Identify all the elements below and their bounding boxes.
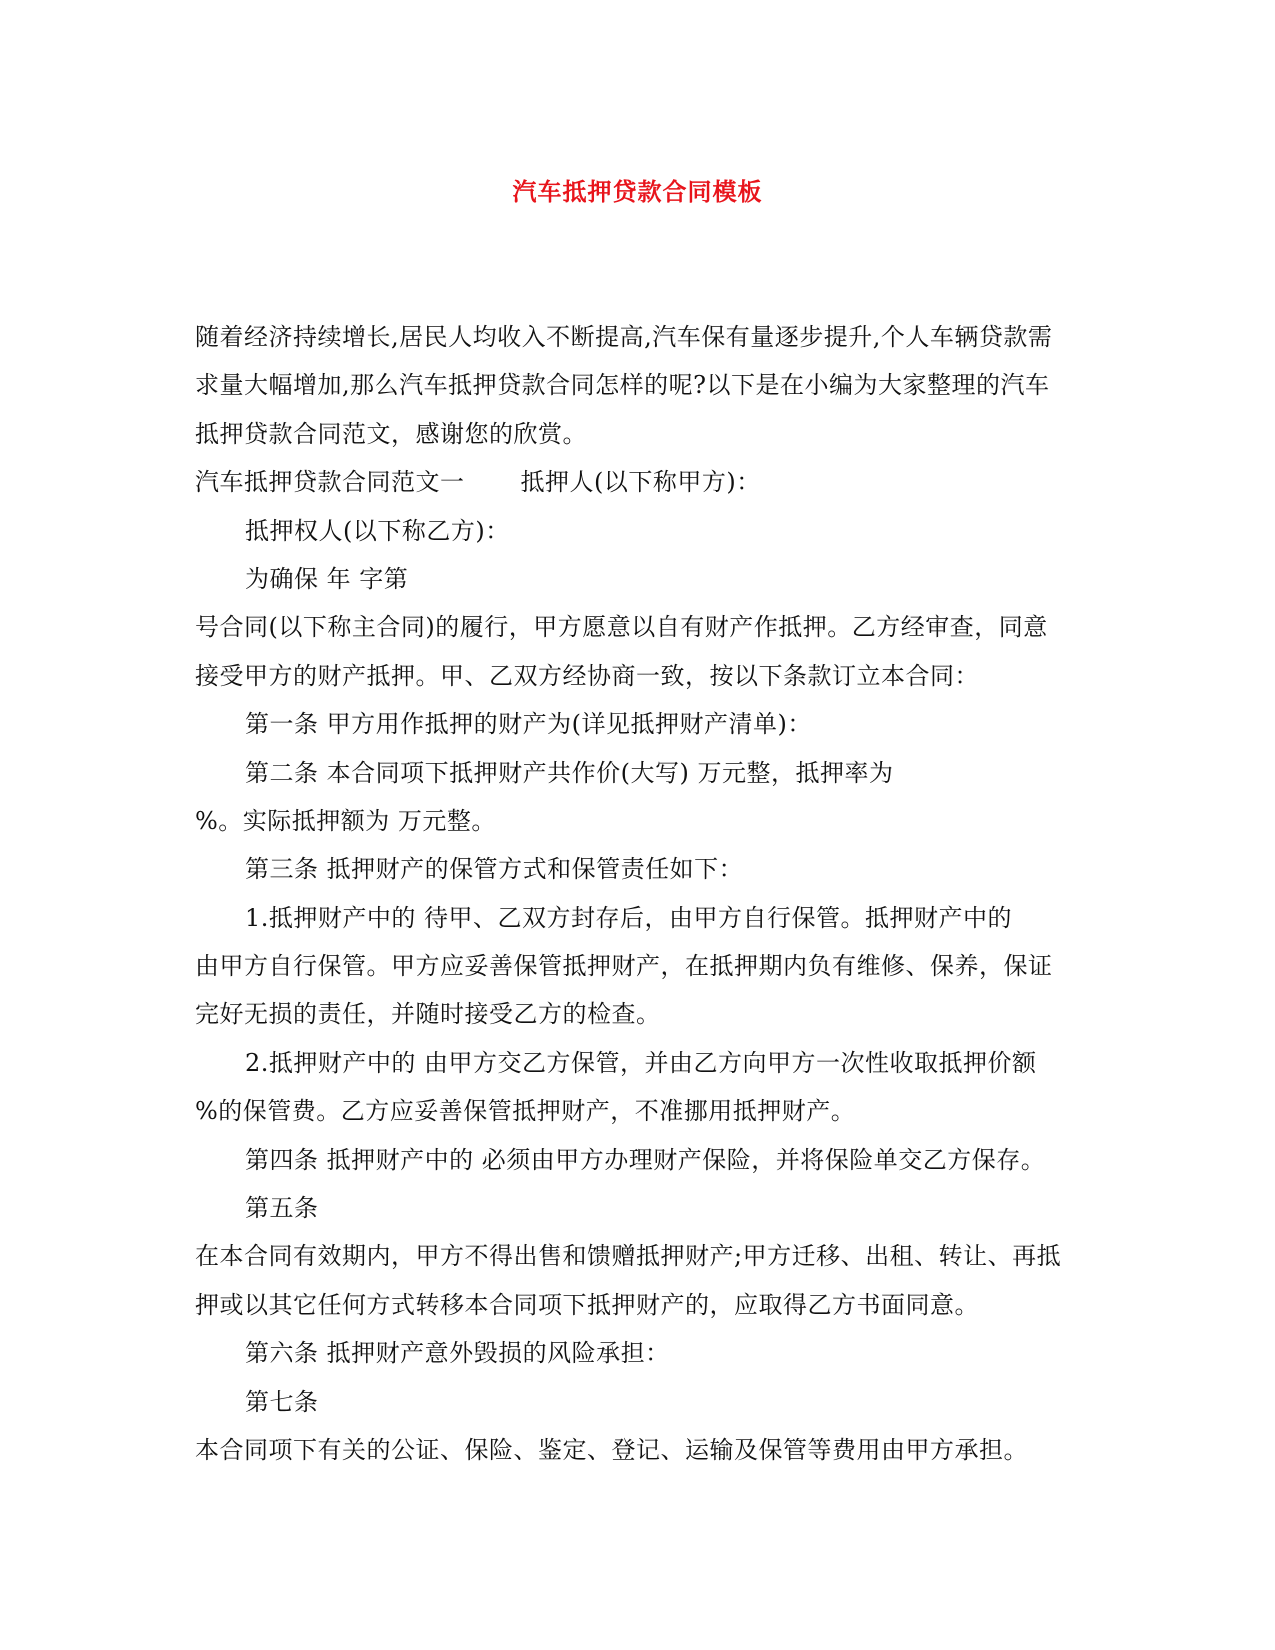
body-line: 抵押贷款合同范文，感谢您的欣赏。: [195, 419, 587, 448]
clause-4: 第四条 抵押财产中的 必须由甲方办理财产保险，并将保险单交乙方保存。: [245, 1145, 1046, 1174]
clause-3-item-2: 2.抵押财产中的 由甲方交乙方保管，并由乙方向甲方一次性收取抵押价额: [245, 1048, 1037, 1077]
document-body: [195, 313, 1095, 1474]
party-a-label: 抵押人(以下称甲方)：: [520, 468, 761, 497]
body-line: 随着经济持续增长,居民人均收入不断提高,汽车保有量逐步提升,个人车辆贷款需: [195, 323, 1053, 351]
clause-7: 第七条: [245, 1387, 319, 1416]
document-title: 汽车抵押贷款合同模板: [512, 177, 763, 206]
body-line: 号合同(以下称主合同)的履行，甲方愿意以自有财产作抵押。乙方经审查，同意: [195, 613, 1048, 642]
clause-6: 第六条 抵押财产意外毁损的风险承担：: [245, 1339, 670, 1368]
body-line: 在本合同有效期内，甲方不得出售和馈赠抵押财产;甲方迁移、出租、转让、再抵: [195, 1242, 1062, 1271]
clause-2: 第二条 本合同项下抵押财产共作价(大写) 万元整，抵押率为: [245, 758, 894, 787]
clause-1: 第一条 甲方用作抵押的财产为(详见抵押财产清单)：: [245, 710, 812, 739]
body-line: 为确保 年 字第: [245, 564, 409, 593]
body-line: 完好无损的责任，并随时接受乙方的检查。: [195, 1000, 661, 1029]
body-line: 押或以其它任何方式转移本合同项下抵押财产的，应取得乙方书面同意。: [195, 1290, 979, 1319]
body-line: %。实际抵押额为 万元整。: [195, 806, 496, 835]
clause-3: 第三条 抵押财产的保管方式和保管责任如下：: [245, 855, 744, 884]
body-line: 由甲方自行保管。甲方应妥善保管抵押财产，在抵押期内负有维修、保养，保证: [195, 952, 1053, 981]
clause-3-item-1: 1.抵押财产中的 待甲、乙双方封存后，由甲方自行保管。抵押财产中的: [245, 903, 1013, 932]
body-line: 本合同项下有关的公证、保险、鉴定、登记、运输及保管等费用由甲方承担。: [195, 1435, 1028, 1464]
body-line: %的保管费。乙方应妥善保管抵押财产，不准挪用抵押财产。: [195, 1097, 856, 1126]
party-b-label: 抵押权人(以下称乙方)：: [245, 516, 510, 545]
clause-5: 第五条: [245, 1194, 319, 1223]
section-heading: 汽车抵押贷款合同范文一: [195, 468, 465, 497]
body-line-combined: [195, 458, 1095, 506]
body-line: 求量大幅增加,那么汽车抵押贷款合同怎样的呢?以下是在小编为大家整理的汽车: [195, 371, 1050, 400]
body-line: 接受甲方的财产抵押。甲、乙双方经协商一致，按以下条款订立本合同：: [195, 661, 979, 690]
